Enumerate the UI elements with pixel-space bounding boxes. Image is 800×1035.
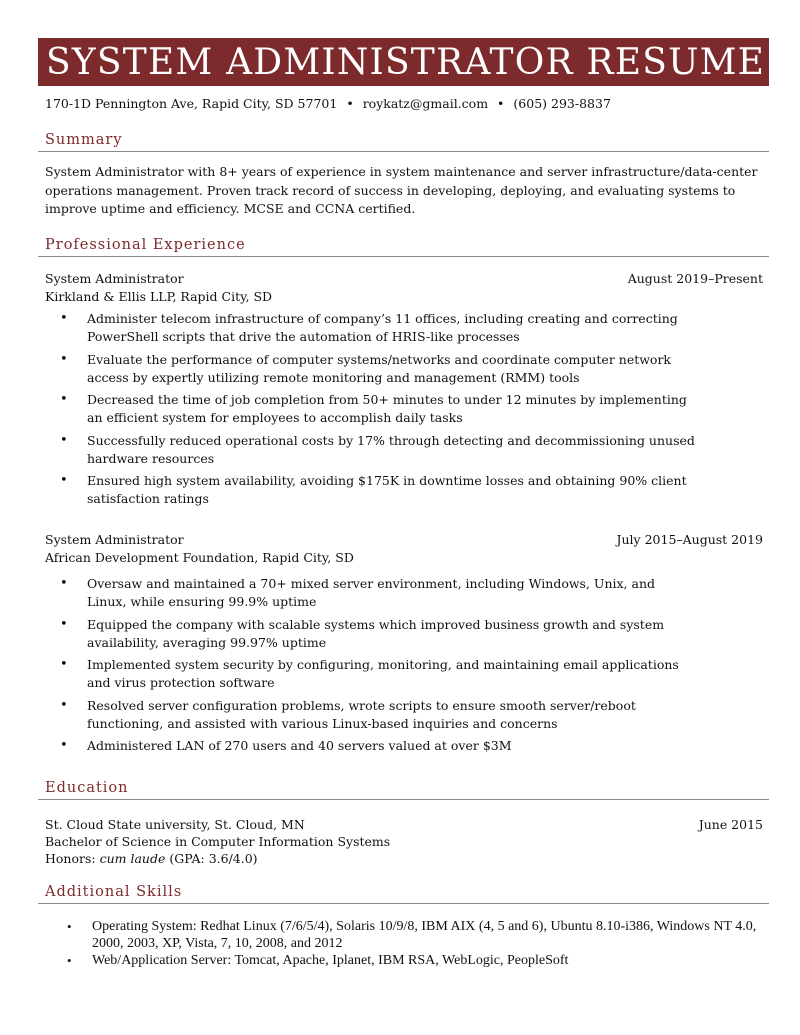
list-item: • Evaluate the performance of computer systems/networks and coordinate computer network access by expertly utilizing remote monitoring and management (RMM) tools [45,351,697,387]
list-item: • Ensured high system availability, avoiding $175K in downtime losses and obtaining 90% client satisfaction ratings [45,472,697,508]
summary-section-header [38,134,769,152]
education-heading: Education [45,780,129,796]
list-item: • Operating System: Redhat Linux (7/6/5/4), Solaris 10/9/8, IBM AIX (4, 5 and 6), Ubuntu 8.10-i386, Windows NT 4.0, 2000, 2003, XP, Vista, 7, 10, 2008, and 2012 [45,918,765,952]
list-item: • Resolved server configuration problems, wrote scripts to ensure smooth server/reboot functioning, and assisted with various Linux-based inquiries and concerns [45,697,697,733]
job-bullet-list [45,310,745,513]
honors-gpa: (GPA: 3.6/4.0) [169,851,258,866]
contact-phone: (605) 293-8837 [513,96,611,111]
summary-text: System Administrator with 8+ years of experience in system maintenance and server infrastructure/data-center operations management. Proven track record of success in developing, deploying, and evaluating systems to improve uptime and efficiency. MCSE and CCNA certified. [45,164,758,216]
list-item: • Implemented system security by configuring, monitoring, and maintaining email applications and virus protection software [45,656,697,692]
job-company: Kirkland & Ellis LLP, Rapid City, SD [45,289,273,304]
job-dates: July 2015–August 2019 [616,532,763,547]
job-bullet-list [45,575,745,760]
contact-separator: • [346,96,354,111]
education-section-header [38,782,769,800]
job-dates: August 2019–Present [627,271,763,286]
job-title: System Administrator [45,532,184,547]
title-banner [38,38,769,86]
list-item: • Administered LAN of 270 users and 40 servers valued at over $3M [45,737,697,755]
honors-value: cum laude [99,851,166,866]
education-date: June 2015 [698,817,763,832]
skills-bullet-list [45,918,765,969]
job-company: African Development Foundation, Rapid City, SD [45,550,354,565]
skills-section-header [38,886,769,904]
honors-label: Honors: [45,851,96,866]
experience-section-header [38,239,769,257]
summary-heading: Summary [45,132,123,148]
education-degree: Bachelor of Science in Computer Information Systems [45,834,391,849]
job-title: System Administrator [45,271,184,286]
experience-heading: Professional Experience [45,237,246,253]
education-school: St. Cloud State university, St. Cloud, MN [45,817,305,832]
contact-line [45,96,611,111]
list-item: • Oversaw and maintained a 70+ mixed server environment, including Windows, Unix, and Linux, while ensuring 99.9% uptime [45,575,697,611]
resume-title: SYSTEM ADMINISTRATOR RESUME [46,42,766,83]
skills-heading: Additional Skills [45,884,183,900]
list-item: • Equipped the company with scalable systems which improved business growth and system availability, averaging 99.97% uptime [45,616,697,652]
contact-address: 170-1D Pennington Ave, Rapid City, SD 57701 [45,96,338,111]
list-item: • Administer telecom infrastructure of company’s 11 offices, including creating and correcting PowerShell scripts that drive the automation of HRIS-like processes [45,310,697,346]
contact-email[interactable]: roykatz@gmail.com [362,96,489,111]
list-item: • Decreased the time of job completion from 50+ minutes to under 12 minutes by implementing an efficient system for employees to accomplish daily tasks [45,391,697,427]
list-item: • Web/Application Server: Tomcat, Apache, Iplanet, IBM RSA, WebLogic, PeopleSoft [45,952,765,969]
education-honors [45,850,258,868]
list-item: • Successfully reduced operational costs by 17% through detecting and decommissioning unused hardware resources [45,432,697,468]
contact-separator: • [497,96,505,111]
